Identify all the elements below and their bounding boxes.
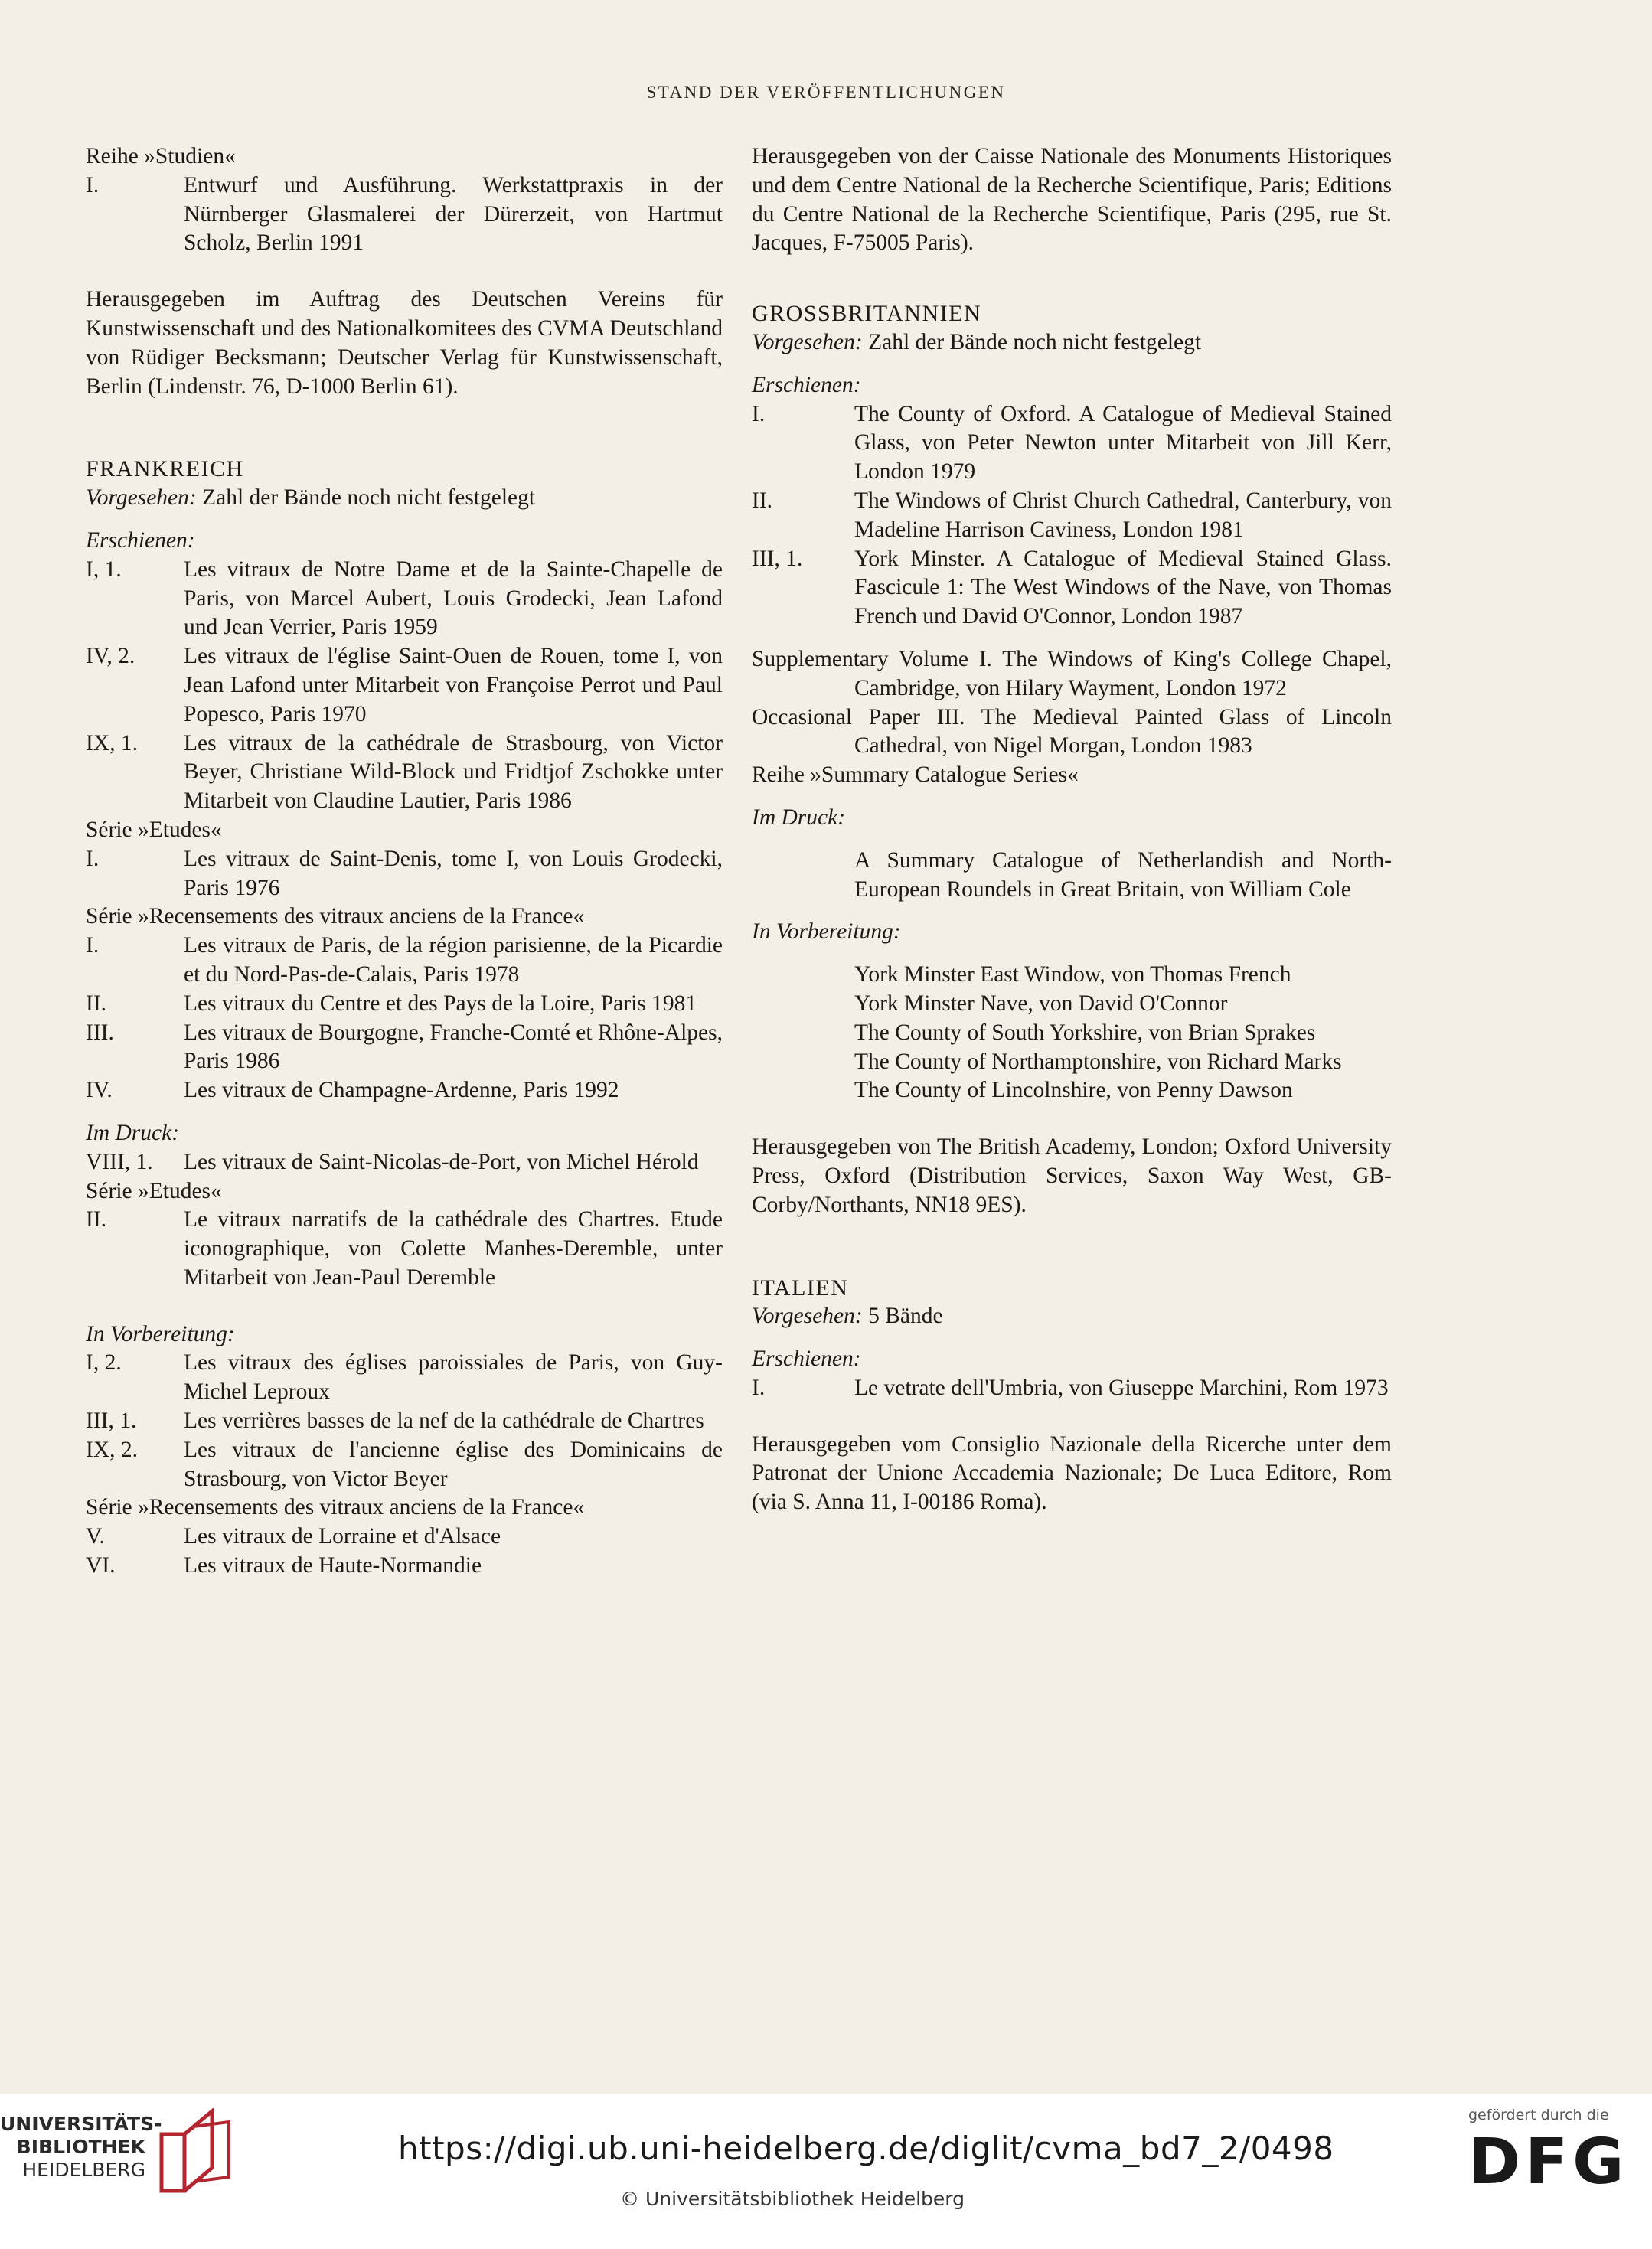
entry-text: Les vitraux de l'ancienne église des Dominicains de Strasbourg, von Victor Beyer (184, 1437, 723, 1491)
dfg-logo: DFG (1468, 2126, 1629, 2198)
list-item: The County of Northamptonshire, von Richard Marks (854, 1049, 1342, 1074)
entry-number: III, 1. (752, 546, 803, 571)
series-heading: Série »Recensements des vitraux anciens de la France« (86, 1495, 585, 1520)
entry-text: The Windows of Christ Church Cathedral, Canterbury, von Madeline Harrison Caviness, London 1981 (854, 488, 1392, 542)
entry-list (86, 932, 723, 1105)
entry-text: Les vitraux de l'église Saint-Ouen de Rouen, tome I, von Jean Lafond unter Mitarbeit von Françoise Perrot und Paul Popesco, Paris 1970 (184, 644, 723, 726)
entry-text: Les vitraux de Saint-Nicolas-de-Port, von Michel Hérold (184, 1149, 699, 1174)
entry-number: IV, 2. (86, 644, 135, 669)
entry-number: I. (86, 172, 100, 197)
entry-text: Les vitraux de Bourgogne, Franche-Comté et Rhône-Alpes, Paris 1986 (184, 1020, 723, 1074)
entry-text: Les vitraux de Lorraine et d'Alsace (184, 1524, 501, 1549)
library-logo-text: UNIVERSITÄTS- BIBLIOTHEK HEIDELBERG (0, 2113, 162, 2181)
entry-item (86, 1076, 723, 1105)
copyright-notice: © Universitätsbibliothek Heidelberg (620, 2188, 965, 2210)
entry-item (86, 1019, 723, 1077)
entry-number: I. (86, 933, 100, 958)
entry-item (86, 171, 723, 258)
vorgesehen-line: Vorgesehen: Zahl der Bände noch nicht festgelegt (752, 329, 1202, 354)
publisher-note: Herausgegeben vom Consiglio Nazionale della Ricerche unter dem Patronat der Unione Accademia Nazionale; De Luca Editore, Rom (via S. Anna 11, I-00186 Roma). (752, 1431, 1392, 1515)
entry-item (86, 1407, 723, 1436)
entry-number: III, 1. (86, 1408, 137, 1434)
publisher-note: Herausgegeben von The British Academy, London; Oxford University Press, Oxford (Distribution Services, Saxon Way West, GB-Corby/Northants, NN18 9ES). (752, 1134, 1392, 1217)
entry-item (86, 990, 723, 1019)
entry-text: York Minster. A Catalogue of Medieval Stained Glass. Fascicule 1: The West Windows of the Nave, von Thomas French und David O'Connor, London 1987 (854, 546, 1392, 629)
list-item: A Summary Catalogue of Netherlandish and North-European Roundels in Great Britain, von William Cole (854, 847, 1392, 902)
entry-number: V. (86, 1524, 105, 1549)
in-vorbereitung-label: In Vorbereitung: (752, 919, 901, 945)
entry-text: The County of Oxford. A Catalogue of Medieval Stained Glass, von Peter Newton unter Mitarbeit von Jill Kerr, London 1979 (854, 401, 1392, 485)
list-item: York Minster East Window, von Thomas French (854, 962, 1291, 987)
entry-item (86, 1523, 723, 1552)
erschienen-label: Erschienen: (86, 527, 195, 553)
right-column (752, 142, 1392, 1517)
vorgesehen-line: Vorgesehen: Zahl der Bände noch nicht festgelegt (86, 485, 536, 511)
entry-text: Les vitraux de Haute-Normandie (184, 1553, 482, 1578)
entry-item (752, 400, 1392, 487)
funding-label: gefördert durch die (1468, 2107, 1609, 2123)
section-heading-grossbritannien: GROSSBRITANNIEN (752, 301, 982, 327)
entry-number: I. (752, 1375, 766, 1400)
entry-text: Les vitraux des églises paroissiales de Paris, von Guy-Michel Leproux (184, 1350, 723, 1405)
permalink-url[interactable]: https://digi.ub.uni-heidelberg.de/diglit/cvma_bd7_2/0498 (398, 2130, 1334, 2167)
entry-item (86, 1148, 723, 1177)
plain-list (752, 847, 1392, 905)
series-heading: Reihe »Studien« (86, 144, 236, 168)
list-item: York Minster Nave, von David O'Connor (854, 991, 1228, 1016)
library-logo-icon (157, 2108, 241, 2194)
entry-text: Les verrières basses de la nef de la cathédrale de Chartres (184, 1408, 704, 1434)
entry-item (752, 1374, 1392, 1403)
erschienen-label: Erschienen: (752, 372, 861, 397)
entry-number: III. (86, 1020, 114, 1045)
section-heading-frankreich: FRANKREICH (86, 456, 244, 482)
entry-number: VI. (86, 1553, 116, 1578)
list-item: The County of Lincolnshire, von Penny Dawson (854, 1078, 1293, 1103)
series-heading: Série »Recensements des vitraux anciens de la France« (86, 904, 585, 929)
entry-item (86, 1349, 723, 1407)
entry-number: II. (86, 1207, 107, 1232)
im-druck-label: Im Druck: (86, 1120, 180, 1145)
entry-item (86, 1436, 723, 1494)
series-heading: Série »Etudes« (86, 1178, 222, 1203)
im-druck-label: Im Druck: (752, 805, 846, 830)
entry-number: I, 2. (86, 1350, 122, 1376)
section-heading-italien: ITALIEN (752, 1275, 849, 1301)
entry-item (86, 556, 723, 642)
entry-number: I. (752, 401, 766, 426)
entry-number: I. (86, 846, 100, 871)
running-header: STAND DER VERÖFFENTLICHUNGEN (646, 83, 1006, 102)
entry-item (86, 845, 723, 903)
supplementary-volume: Supplementary Volume I. The Windows of King's College Chapel, Cambridge, von Hilary Wayment, London 1972 (752, 646, 1392, 700)
series-heading: Reihe »Summary Catalogue Series« (752, 762, 1079, 788)
vorgesehen-line: Vorgesehen: 5 Bände (752, 1304, 943, 1329)
in-vorbereitung-label: In Vorbereitung: (86, 1321, 235, 1346)
entry-list (86, 171, 723, 258)
entry-item (86, 642, 723, 729)
entry-list (86, 556, 723, 816)
entry-list (86, 1148, 723, 1177)
entry-text: Les vitraux de Saint-Denis, tome I, von Louis Grodecki, Paris 1976 (184, 846, 723, 900)
entry-number: I, 1. (86, 557, 122, 582)
entry-list (86, 1523, 723, 1581)
publisher-note: Herausgegeben von der Caisse Nationale des Monuments Historiques und dem Centre National de la Recherche Scientifique, Paris; Editions du Centre National de la Recherche Scientifique, Paris (295, rue St. Jacques, F-75005 Paris). (752, 144, 1392, 256)
plain-list (752, 961, 1392, 1105)
entry-list (86, 1349, 723, 1493)
entry-item (86, 1206, 723, 1292)
entry-text: Les vitraux de la cathédrale de Strasbourg, von Victor Beyer, Christiane Wild-Block und Fridtjof Zschokke unter Mitarbeit von Claudine Lautier, Paris 1986 (184, 730, 723, 814)
entry-number: II. (86, 991, 107, 1016)
entry-text: Entwurf und Ausführung. Werkstattpraxis in der Nürnberger Glasmalerei der Dürerzeit, von Hartmut Scholz, Berlin 1991 (184, 172, 723, 256)
publisher-note: Herausgegeben im Auftrag des Deutschen Vereins für Kunstwissenschaft und des Nationalkomitees des CVMA Deutschland von Rüdiger Becksmann; Deutscher Verlag für Kunstwissenschaft, Berlin (Lindenstr. 76, D-1000 Berlin 61). (86, 287, 723, 399)
entry-number: IX, 1. (86, 730, 139, 756)
footer-bar (0, 2094, 1652, 2249)
entry-number: VIII, 1. (86, 1149, 153, 1174)
entry-item (752, 545, 1392, 632)
series-heading: Série »Etudes« (86, 817, 222, 842)
entry-list (86, 845, 723, 903)
entry-list (752, 400, 1392, 632)
entry-list (752, 1374, 1392, 1403)
entry-text: Les vitraux de Notre Dame et de la Sainte-Chapelle de Paris, von Marcel Aubert, Louis Grodecki, Jean Lafond und Jean Verrier, Paris 1959 (184, 557, 723, 640)
entry-item (86, 1552, 723, 1581)
entry-text: Le vitraux narratifs de la cathédrale des Chartres. Etude iconographique, von Colette Manhes-Deremble, unter Mitarbeit von Jean-Paul Deremble (184, 1207, 723, 1290)
entry-text: Les vitraux du Centre et des Pays de la Loire, Paris 1981 (184, 991, 697, 1016)
list-item: The County of South Yorkshire, von Brian Sprakes (854, 1020, 1316, 1045)
entry-number: II. (752, 488, 773, 513)
entry-list (86, 1206, 723, 1292)
left-column (86, 142, 723, 1581)
entry-item (86, 932, 723, 990)
entry-text: Les vitraux de Paris, de la région parisienne, de la Picardie et du Nord-Pas-de-Calais, Paris 1978 (184, 933, 723, 987)
entry-number: IX, 2. (86, 1437, 139, 1462)
occasional-paper: Occasional Paper III. The Medieval Painted Glass of Lincoln Cathedral, von Nigel Morgan, London 1983 (752, 704, 1392, 759)
entry-item (86, 730, 723, 816)
entry-text: Le vetrate dell'Umbria, von Giuseppe Marchini, Rom 1973 (854, 1375, 1389, 1400)
erschienen-label: Erschienen: (752, 1346, 861, 1372)
entry-item (752, 487, 1392, 545)
entry-number: IV. (86, 1078, 113, 1103)
entry-text: Les vitraux de Champagne-Ardenne, Paris 1992 (184, 1078, 619, 1103)
